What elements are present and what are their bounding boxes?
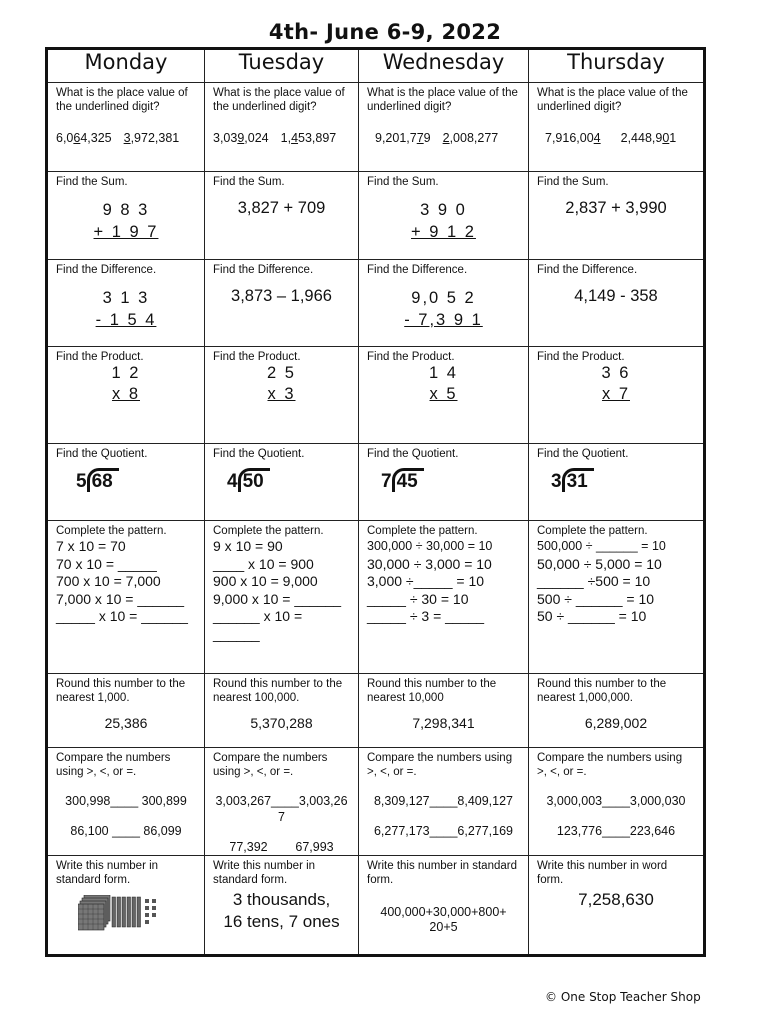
- prompt: Write this number in standard form.: [56, 860, 159, 886]
- difference-thursday: [529, 260, 705, 347]
- day-header-tuesday: Tuesday: [205, 49, 359, 83]
- word-form-number: 7,258,630: [578, 890, 654, 909]
- prompt: Compare the numbers using >, <, or =.: [537, 752, 683, 778]
- product-monday: [47, 347, 205, 444]
- horizontal-problem: 2,837 + 3,990: [565, 199, 667, 217]
- sum-row: [47, 172, 705, 260]
- weekly-review-table: [45, 47, 706, 957]
- compare-pairs: 8,309,127____8,409,127 6,277,173____6,277,169: [373, 794, 514, 838]
- round-value: 5,370,288: [250, 715, 313, 731]
- expanded-words: 3 thousands, 16 tens, 7 ones: [223, 890, 340, 931]
- prompt: Round this number to the nearest 100,000.: [213, 678, 343, 704]
- long-division: 3 31: [529, 471, 703, 493]
- expanded-form: 400,000+30,000+800+ 20+5: [380, 905, 507, 934]
- rounding-tuesday: [205, 674, 359, 748]
- prompt: Find the Quotient.: [537, 448, 629, 460]
- header-row: [47, 49, 705, 83]
- difference-monday: [47, 260, 205, 347]
- place-value-numbers: 6,064,325 3,972,381: [56, 131, 180, 145]
- product-row: [47, 347, 705, 444]
- prompt: Compare the numbers using >, <, or =.: [56, 752, 171, 778]
- prompt: Complete the pattern.: [213, 525, 324, 537]
- vertical-problem: 9,0 5 2 - 7,3 9 1: [404, 289, 483, 329]
- prompt: Complete the pattern.: [56, 525, 167, 537]
- prompt: Find the Quotient.: [213, 448, 305, 460]
- place-value-tuesday: [205, 83, 359, 172]
- compare-pairs: 3,000,003____3,000,030 123,776____223,646: [546, 794, 686, 838]
- prompt: Find the Product.: [56, 351, 144, 363]
- product-wednesday: [359, 347, 529, 444]
- rounding-thursday: [529, 674, 705, 748]
- word-form-thursday: [529, 856, 705, 956]
- horizontal-problem: 3,873 – 1,966: [231, 287, 332, 305]
- prompt: What is the place value of the underlined digit?: [56, 87, 188, 113]
- compare-pairs: 3,003,267____3,003,26 7 77,392 67,993: [215, 794, 348, 854]
- quotient-wednesday: [359, 444, 529, 521]
- copyright-footer: © One Stop Teacher Shop: [545, 990, 701, 1004]
- page-title: 4th- June 6-9, 2022: [268, 20, 502, 44]
- compare-tuesday: [205, 748, 359, 856]
- standard-form-row: [47, 856, 705, 956]
- place-value-thursday: [529, 83, 705, 172]
- sum-wednesday: [359, 172, 529, 260]
- long-division: 4 50: [205, 471, 358, 493]
- product-tuesday: [205, 347, 359, 444]
- prompt: Write this number in standard form.: [213, 860, 316, 886]
- prompt: Find the Difference.: [367, 264, 468, 276]
- vertical-problem: 3 1 3 - 1 5 4: [95, 289, 157, 329]
- pattern-lines: 500,000 ÷ ______ = 10 50,000 ÷ 5,000 = 10 ______ ÷500 = 10 500 ÷ ______ = 10 50 ÷ ______ = 10: [537, 539, 666, 624]
- product-thursday: [529, 347, 705, 444]
- vertical-problem: 9 8 3 + 1 9 7: [93, 201, 159, 241]
- rounding-monday: [47, 674, 205, 748]
- prompt: Find the Sum.: [367, 176, 439, 188]
- sum-tuesday: [205, 172, 359, 260]
- base-ten-blocks-image: [78, 895, 204, 942]
- prompt: Find the Difference.: [213, 264, 314, 276]
- vertical-problem: 1 2 x 8: [111, 364, 141, 403]
- prompt: Complete the pattern.: [537, 525, 648, 537]
- round-value: 6,289,002: [584, 715, 648, 731]
- base-ten-blocks-icon: [78, 895, 158, 937]
- vertical-problem: 2 5 x 3: [267, 364, 296, 403]
- compare-wednesday: [359, 748, 529, 856]
- prompt: What is the place value of the underlined digit?: [213, 87, 345, 113]
- prompt: Complete the pattern.: [367, 525, 478, 537]
- quotient-tuesday: [205, 444, 359, 521]
- horizontal-problem: 3,827 + 709: [237, 199, 326, 217]
- quotient-monday: [47, 444, 205, 521]
- day-header-wednesday: Wednesday: [359, 49, 529, 83]
- pattern-lines: 7 x 10 = 70 70 x 10 = _____ 700 x 10 = 7,000 7,000 x 10 = ______ _____ x 10 = ______: [56, 538, 188, 624]
- difference-wednesday: [359, 260, 529, 347]
- pattern-row: [47, 521, 705, 674]
- round-value: 7,298,341: [412, 715, 475, 731]
- sum-monday: [47, 172, 205, 260]
- place-value-row: [47, 83, 705, 172]
- prompt: Find the Sum.: [56, 176, 128, 188]
- prompt: Write this number in word form.: [537, 860, 668, 886]
- place-value-numbers: 7,916,004 2,448,901: [545, 131, 677, 145]
- day-header-thursday: Thursday: [529, 49, 705, 83]
- quotient-thursday: [529, 444, 705, 521]
- prompt: What is the place value of the underlined digit?: [367, 87, 518, 113]
- prompt: Round this number to the nearest 10,000: [367, 678, 497, 704]
- day-header-monday: Monday: [47, 49, 205, 83]
- place-value-wednesday: [359, 83, 529, 172]
- standard-form-tuesday: [205, 856, 359, 956]
- prompt: Round this number to the nearest 1,000,000.: [537, 678, 667, 704]
- standard-form-monday: [47, 856, 205, 956]
- difference-row: [47, 260, 705, 347]
- place-value-monday: [47, 83, 205, 172]
- long-division: 5 68: [48, 471, 204, 493]
- rounding-wednesday: [359, 674, 529, 748]
- compare-pairs: 300,998____ 300,899 86,100 ____ 86,099: [65, 794, 187, 838]
- compare-monday: [47, 748, 205, 856]
- place-value-numbers: 9,201,779 2,008,277: [375, 131, 499, 145]
- prompt: Find the Product.: [367, 351, 455, 363]
- prompt: Round this number to the nearest 1,000.: [56, 678, 186, 704]
- standard-form-wednesday: [359, 856, 529, 956]
- vertical-problem: 3 9 0 + 9 1 2: [411, 201, 476, 241]
- prompt: Find the Difference.: [56, 264, 157, 276]
- prompt: Write this number in standard form.: [367, 860, 517, 886]
- prompt: Compare the numbers using >, <, or =.: [367, 752, 513, 778]
- rounding-row: [47, 674, 705, 748]
- pattern-lines: 300,000 ÷ 30,000 = 10 30,000 ÷ 3,000 = 10 3,000 ÷_____ = 10 _____ ÷ 30 = 10 _____ ÷ 3 = _____: [367, 539, 493, 624]
- pattern-tuesday: [205, 521, 359, 674]
- pattern-wednesday: [359, 521, 529, 674]
- horizontal-problem: 4,149 - 358: [574, 287, 658, 305]
- long-division: 7 45: [359, 471, 528, 493]
- compare-row: [47, 748, 705, 856]
- prompt: Find the Sum.: [537, 176, 609, 188]
- place-value-numbers: 3,039,024 1,453,897: [213, 131, 337, 145]
- vertical-problem: 3 6 x 7: [601, 364, 631, 403]
- round-value: 25,386: [104, 715, 148, 731]
- prompt: Find the Product.: [537, 351, 625, 363]
- prompt: Compare the numbers using >, <, or =.: [213, 752, 328, 778]
- prompt: Find the Product.: [213, 351, 301, 363]
- prompt: What is the place value of the underlined digit?: [537, 87, 688, 113]
- compare-thursday: [529, 748, 705, 856]
- pattern-monday: [47, 521, 205, 674]
- pattern-thursday: [529, 521, 705, 674]
- quotient-row: [47, 444, 705, 521]
- difference-tuesday: [205, 260, 359, 347]
- prompt: Find the Quotient.: [367, 448, 459, 460]
- pattern-lines: 9 x 10 = 90 ____ x 10 = 900 900 x 10 = 9,000 9,000 x 10 = ______ ______ x 10 = ______: [213, 538, 342, 642]
- prompt: Find the Difference.: [537, 264, 638, 276]
- prompt: Find the Quotient.: [56, 448, 148, 460]
- sum-thursday: [529, 172, 705, 260]
- vertical-problem: 1 4 x 5: [429, 364, 458, 403]
- prompt: Find the Sum.: [213, 176, 285, 188]
